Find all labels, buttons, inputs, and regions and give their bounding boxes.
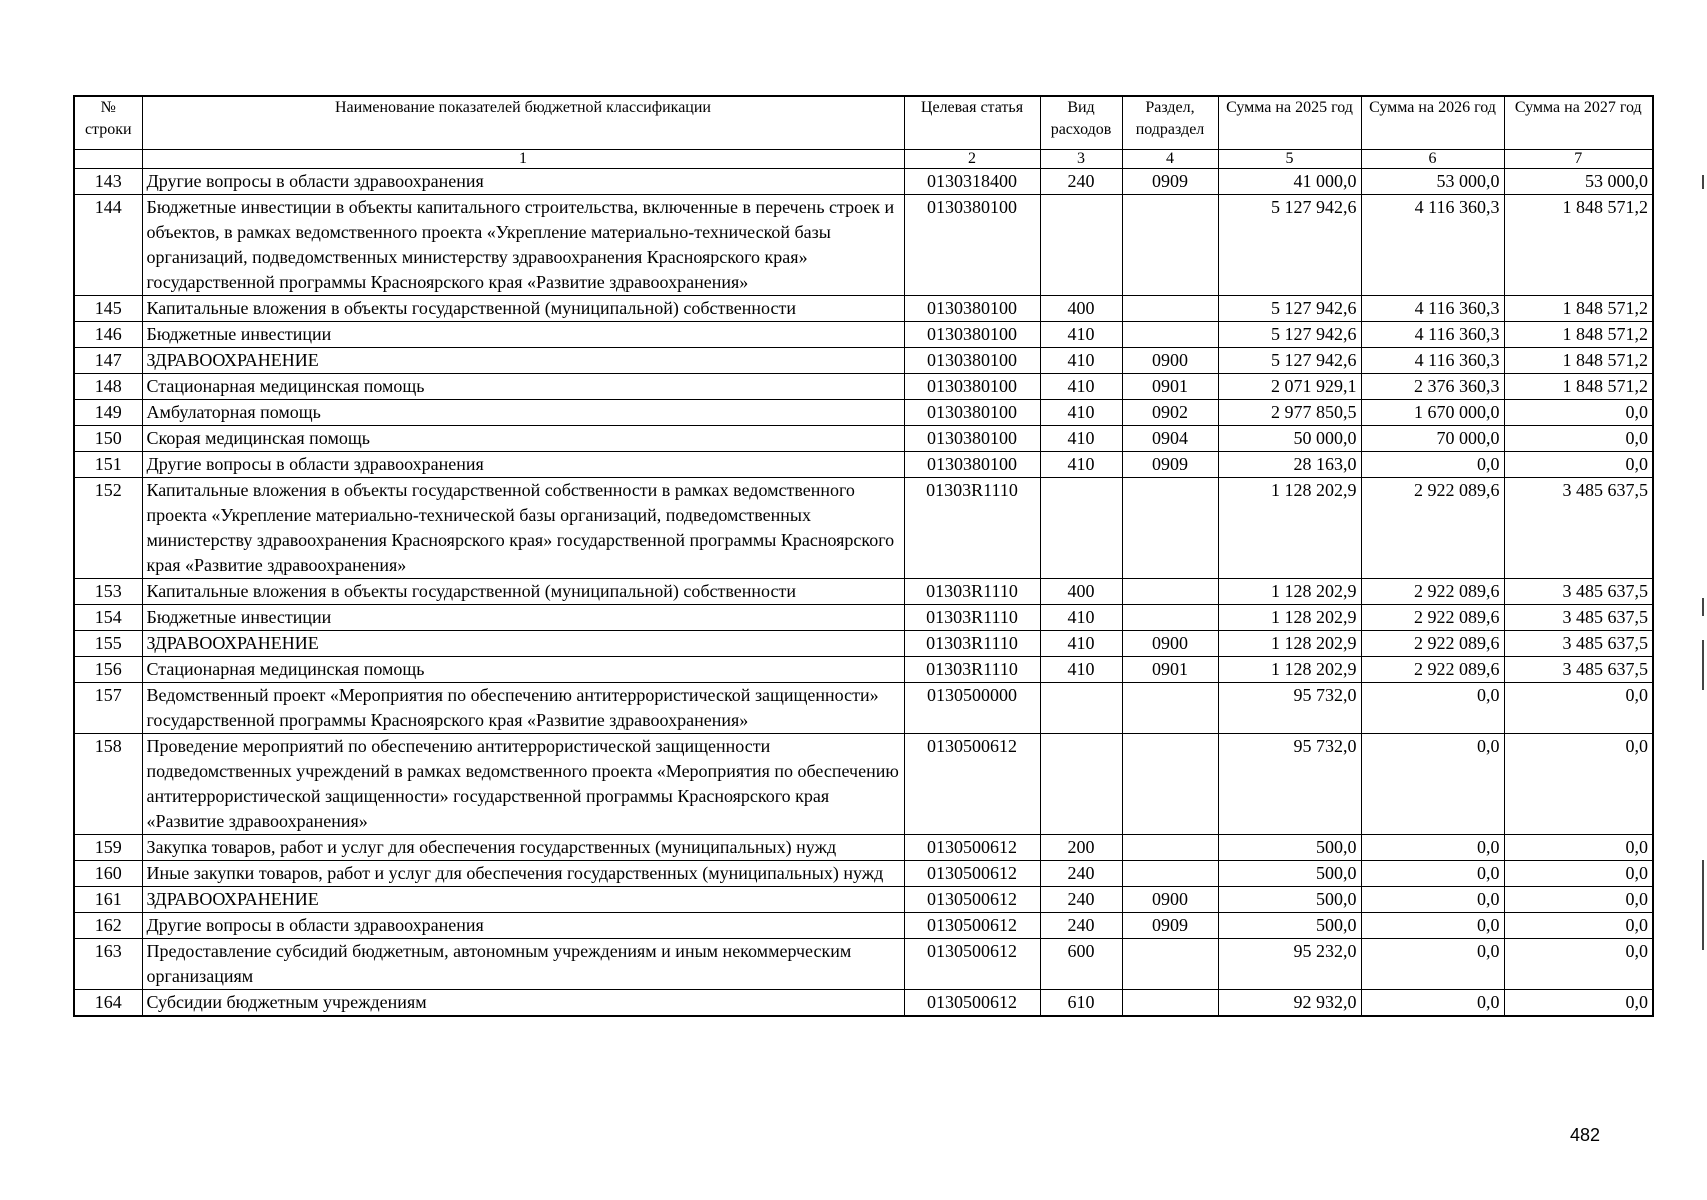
row-expense-kind [1040,195,1122,296]
row-expense-kind: 410 [1040,631,1122,657]
row-name: Капитальные вложения в объекты государственной (муниципальной) собственности [142,296,904,322]
row-sum-2026: 0,0 [1361,887,1504,913]
row-section: 0909 [1122,913,1218,939]
row-target-article: 01303R1110 [904,478,1040,579]
header-sum-2026: Сумма на 2026 год [1361,96,1504,150]
row-number: 148 [74,374,142,400]
row-target-article: 0130380100 [904,348,1040,374]
header-kind: Вид расходов [1040,96,1122,150]
table-row [74,835,1653,861]
table-row [74,195,1653,296]
row-sum-2025: 5 127 942,6 [1218,296,1361,322]
row-sum-2025: 5 127 942,6 [1218,195,1361,296]
row-sum-2026: 53 000,0 [1361,169,1504,195]
row-sum-2027: 1 848 571,2 [1504,374,1653,400]
row-number: 156 [74,657,142,683]
row-section: 0900 [1122,887,1218,913]
row-number: 153 [74,579,142,605]
table-row [74,990,1653,1017]
row-sum-2027: 0,0 [1504,939,1653,990]
header-name: Наименование показателей бюджетной классификации [142,96,904,150]
row-sum-2025: 95 232,0 [1218,939,1361,990]
row-expense-kind: 410 [1040,322,1122,348]
row-target-article: 0130500612 [904,913,1040,939]
row-name: ЗДРАВООХРАНЕНИЕ [142,348,904,374]
table-row [74,452,1653,478]
table-row [74,400,1653,426]
row-sum-2025: 1 128 202,9 [1218,478,1361,579]
row-number: 163 [74,939,142,990]
row-target-article: 01303R1110 [904,631,1040,657]
row-target-article: 0130380100 [904,452,1040,478]
row-sum-2027: 3 485 637,5 [1504,631,1653,657]
row-section [1122,322,1218,348]
row-section [1122,861,1218,887]
row-target-article: 0130500612 [904,990,1040,1017]
row-target-article: 01303R1110 [904,605,1040,631]
row-number: 152 [74,478,142,579]
row-number: 164 [74,990,142,1017]
row-name: Субсидии бюджетным учреждениям [142,990,904,1017]
row-section [1122,478,1218,579]
row-section: 0900 [1122,631,1218,657]
row-target-article: 0130500612 [904,887,1040,913]
table-row [74,478,1653,579]
row-target-article: 0130380100 [904,322,1040,348]
header-sum-2025: Сумма на 2025 год [1218,96,1361,150]
row-target-article: 0130500612 [904,734,1040,835]
row-section: 0909 [1122,169,1218,195]
row-name: Бюджетные инвестиции [142,322,904,348]
row-sum-2026: 0,0 [1361,990,1504,1017]
row-sum-2025: 1 128 202,9 [1218,605,1361,631]
row-sum-2025: 2 977 850,5 [1218,400,1361,426]
row-target-article: 0130380100 [904,296,1040,322]
row-sum-2027: 0,0 [1504,861,1653,887]
row-expense-kind: 240 [1040,913,1122,939]
row-target-article: 0130500612 [904,835,1040,861]
row-sum-2026: 0,0 [1361,939,1504,990]
table-row [74,374,1653,400]
table-row [74,605,1653,631]
header-section: Раздел, подраздел [1122,96,1218,150]
row-name: Бюджетные инвестиции в объекты капитального строительства, включенные в перечень строек и объектов, в рамках ведомственного проекта «Укрепление материально-технической базы организаций, подведомственных министерству здравоохранения Красноярского края» государственной программы Красноярского края «Развитие здравоохранения» [142,195,904,296]
column-number: 2 [904,150,1040,169]
header-sum-2027: Сумма на 2027 год [1504,96,1653,150]
row-section [1122,990,1218,1017]
row-number: 149 [74,400,142,426]
row-sum-2025: 95 732,0 [1218,734,1361,835]
table-row [74,169,1653,195]
row-number: 154 [74,605,142,631]
row-sum-2027: 0,0 [1504,426,1653,452]
row-sum-2027: 0,0 [1504,683,1653,734]
row-sum-2026: 4 116 360,3 [1361,348,1504,374]
row-sum-2026: 70 000,0 [1361,426,1504,452]
row-name: Закупка товаров, работ и услуг для обеспечения государственных (муниципальных) нужд [142,835,904,861]
row-sum-2026: 2 376 360,3 [1361,374,1504,400]
row-sum-2025: 500,0 [1218,835,1361,861]
table-row [74,657,1653,683]
row-sum-2025: 500,0 [1218,861,1361,887]
row-sum-2026: 0,0 [1361,861,1504,887]
row-number: 144 [74,195,142,296]
row-sum-2027: 53 000,0 [1504,169,1653,195]
row-sum-2026: 2 922 089,6 [1361,631,1504,657]
table-row [74,631,1653,657]
row-expense-kind: 400 [1040,579,1122,605]
row-sum-2026: 0,0 [1361,452,1504,478]
row-expense-kind: 410 [1040,452,1122,478]
row-sum-2025: 50 000,0 [1218,426,1361,452]
row-name: ЗДРАВООХРАНЕНИЕ [142,887,904,913]
row-expense-kind: 240 [1040,861,1122,887]
row-sum-2025: 92 932,0 [1218,990,1361,1017]
row-sum-2027: 1 848 571,2 [1504,348,1653,374]
scan-edge-mark [1702,860,1704,950]
row-target-article: 0130500612 [904,939,1040,990]
row-name: Ведомственный проект «Мероприятия по обеспечению антитеррористической защищенности» государственной программы Красноярского края «Развитие здравоохранения» [142,683,904,734]
row-name: Скорая медицинская помощь [142,426,904,452]
row-sum-2025: 28 163,0 [1218,452,1361,478]
row-target-article: 0130318400 [904,169,1040,195]
row-target-article: 0130380100 [904,195,1040,296]
row-sum-2027: 0,0 [1504,990,1653,1017]
row-expense-kind: 200 [1040,835,1122,861]
row-sum-2027: 0,0 [1504,452,1653,478]
page-number: 482 [1570,1125,1601,1145]
row-name: Стационарная медицинская помощь [142,657,904,683]
row-sum-2027: 0,0 [1504,400,1653,426]
row-section: 0901 [1122,374,1218,400]
row-section: 0902 [1122,400,1218,426]
column-number [74,150,142,169]
row-expense-kind: 410 [1040,348,1122,374]
row-sum-2027: 1 848 571,2 [1504,195,1653,296]
row-name: Стационарная медицинская помощь [142,374,904,400]
column-number: 4 [1122,150,1218,169]
budget-table [73,95,1654,1017]
row-expense-kind: 410 [1040,426,1122,452]
row-sum-2025: 1 128 202,9 [1218,579,1361,605]
column-number: 3 [1040,150,1122,169]
row-section: 0909 [1122,452,1218,478]
row-name: Другие вопросы в области здравоохранения [142,913,904,939]
row-target-article: 0130380100 [904,426,1040,452]
row-sum-2026: 4 116 360,3 [1361,322,1504,348]
row-section: 0904 [1122,426,1218,452]
column-number-row [74,150,1653,169]
row-expense-kind: 410 [1040,400,1122,426]
column-number: 6 [1361,150,1504,169]
row-section [1122,939,1218,990]
row-sum-2027: 3 485 637,5 [1504,657,1653,683]
row-number: 147 [74,348,142,374]
row-number: 161 [74,887,142,913]
row-expense-kind: 610 [1040,990,1122,1017]
row-name: Проведение мероприятий по обеспечению антитеррористической защищенности подведомственных учреждений в рамках ведомственного проекта «Мероприятия по обеспечению антитеррористической защищенности» государственной программы Красноярского края «Развитие здравоохранения» [142,734,904,835]
table-row [74,861,1653,887]
row-sum-2026: 2 922 089,6 [1361,478,1504,579]
row-sum-2025: 5 127 942,6 [1218,322,1361,348]
row-number: 145 [74,296,142,322]
row-sum-2026: 4 116 360,3 [1361,296,1504,322]
row-number: 160 [74,861,142,887]
row-sum-2025: 500,0 [1218,887,1361,913]
row-number: 146 [74,322,142,348]
row-name: Бюджетные инвестиции [142,605,904,631]
table-row [74,296,1653,322]
row-name: Амбулаторная помощь [142,400,904,426]
row-number: 159 [74,835,142,861]
table-row [74,579,1653,605]
row-target-article: 0130380100 [904,374,1040,400]
header-row [74,96,1653,150]
row-name: ЗДРАВООХРАНЕНИЕ [142,631,904,657]
row-section: 0900 [1122,348,1218,374]
row-sum-2026: 2 922 089,6 [1361,579,1504,605]
row-target-article: 0130500000 [904,683,1040,734]
row-section: 0901 [1122,657,1218,683]
header-row-no: № строки [74,96,142,150]
row-sum-2026: 1 670 000,0 [1361,400,1504,426]
row-target-article: 0130500612 [904,861,1040,887]
row-sum-2025: 5 127 942,6 [1218,348,1361,374]
row-expense-kind: 410 [1040,605,1122,631]
row-sum-2025: 1 128 202,9 [1218,657,1361,683]
row-target-article: 01303R1110 [904,657,1040,683]
row-section [1122,296,1218,322]
table-row [74,887,1653,913]
row-number: 158 [74,734,142,835]
row-expense-kind: 410 [1040,657,1122,683]
row-name: Предоставление субсидий бюджетным, автономным учреждениям и иным некоммерческим организациям [142,939,904,990]
row-sum-2026: 4 116 360,3 [1361,195,1504,296]
row-sum-2027: 0,0 [1504,887,1653,913]
row-number: 157 [74,683,142,734]
row-sum-2027: 0,0 [1504,734,1653,835]
row-sum-2026: 2 922 089,6 [1361,605,1504,631]
table-body [74,169,1653,1017]
row-target-article: 01303R1110 [904,579,1040,605]
row-sum-2027: 3 485 637,5 [1504,579,1653,605]
table-row [74,734,1653,835]
column-number: 1 [142,150,904,169]
table-row [74,322,1653,348]
row-section [1122,734,1218,835]
row-sum-2026: 0,0 [1361,913,1504,939]
row-section [1122,605,1218,631]
row-number: 143 [74,169,142,195]
row-expense-kind: 410 [1040,374,1122,400]
row-section [1122,579,1218,605]
row-sum-2026: 0,0 [1361,835,1504,861]
row-expense-kind: 600 [1040,939,1122,990]
row-section [1122,683,1218,734]
row-section [1122,195,1218,296]
table-row [74,683,1653,734]
table-row [74,426,1653,452]
row-expense-kind [1040,734,1122,835]
table-row [74,348,1653,374]
table-row [74,939,1653,990]
row-sum-2026: 2 922 089,6 [1361,657,1504,683]
row-section [1122,835,1218,861]
row-name: Иные закупки товаров, работ и услуг для обеспечения государственных (муниципальных) нужд [142,861,904,887]
row-sum-2026: 0,0 [1361,683,1504,734]
row-sum-2027: 0,0 [1504,835,1653,861]
row-sum-2027: 0,0 [1504,913,1653,939]
scan-edge-mark [1702,640,1704,690]
row-number: 150 [74,426,142,452]
row-expense-kind: 240 [1040,887,1122,913]
scan-edge-mark [1702,175,1704,189]
row-expense-kind [1040,683,1122,734]
row-number: 155 [74,631,142,657]
row-sum-2025: 1 128 202,9 [1218,631,1361,657]
row-number: 162 [74,913,142,939]
row-sum-2025: 95 732,0 [1218,683,1361,734]
row-sum-2026: 0,0 [1361,734,1504,835]
row-sum-2027: 3 485 637,5 [1504,605,1653,631]
document-page [73,95,1654,1017]
column-number: 5 [1218,150,1361,169]
row-expense-kind: 240 [1040,169,1122,195]
row-name: Капитальные вложения в объекты государственной собственности в рамках ведомственного проекта «Укрепление материально-технической базы организаций, подведомственных министерству здравоохранения Красноярского края» государственной программы Красноярского края «Развитие здравоохранения» [142,478,904,579]
row-sum-2027: 1 848 571,2 [1504,322,1653,348]
row-name: Другие вопросы в области здравоохранения [142,169,904,195]
row-sum-2025: 2 071 929,1 [1218,374,1361,400]
row-target-article: 0130380100 [904,400,1040,426]
row-number: 151 [74,452,142,478]
row-name: Капитальные вложения в объекты государственной (муниципальной) собственности [142,579,904,605]
table-row [74,913,1653,939]
row-sum-2025: 500,0 [1218,913,1361,939]
row-expense-kind: 400 [1040,296,1122,322]
column-number: 7 [1504,150,1653,169]
row-sum-2025: 41 000,0 [1218,169,1361,195]
row-name: Другие вопросы в области здравоохранения [142,452,904,478]
row-sum-2027: 1 848 571,2 [1504,296,1653,322]
row-sum-2027: 3 485 637,5 [1504,478,1653,579]
row-expense-kind [1040,478,1122,579]
scan-edge-mark [1702,598,1704,616]
header-target: Целевая статья [904,96,1040,150]
